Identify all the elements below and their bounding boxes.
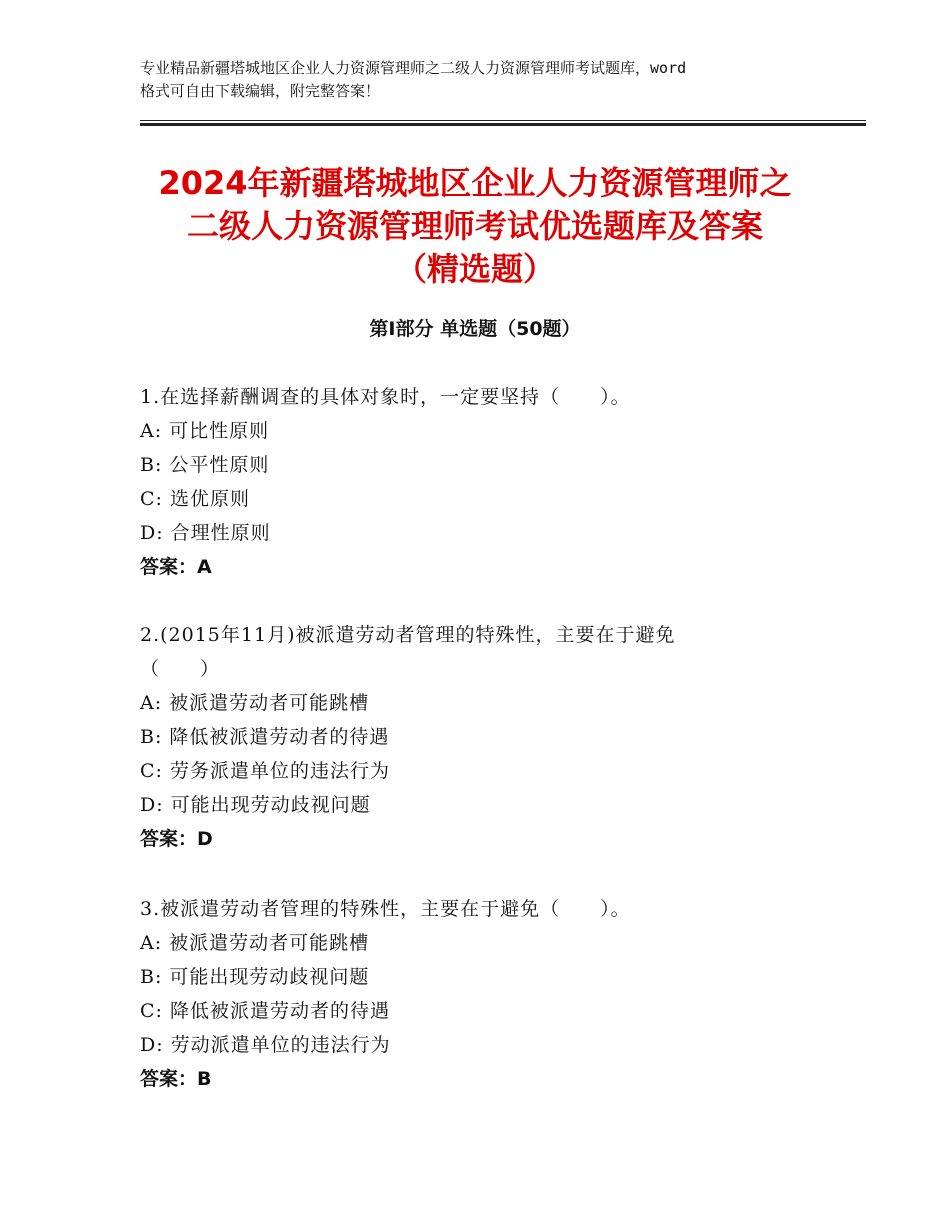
header-divider-thin xyxy=(140,120,866,121)
option-c: C: 劳务派遣单位的违法行为 xyxy=(140,760,390,782)
option-d: D: 可能出现劳动歧视问题 xyxy=(140,794,371,816)
answer-label: 答案：D xyxy=(140,828,213,850)
section-heading: 第Ⅰ部分 单选题（50题） xyxy=(369,318,581,340)
header-divider-thick xyxy=(140,123,866,126)
option-a: A: 被派遣劳动者可能跳槽 xyxy=(140,692,370,714)
option-b: B: 可能出现劳动歧视问题 xyxy=(140,966,370,988)
question-2 xyxy=(140,618,840,858)
answer-label: 答案：B xyxy=(140,1068,212,1090)
question-stem: 2.(2015年11月)被派遣劳动者管理的特殊性，主要在于避免 xyxy=(140,624,676,646)
option-a: A: 被派遣劳动者可能跳槽 xyxy=(140,932,370,954)
option-a: A: 可比性原则 xyxy=(140,420,270,442)
option-d: D: 劳动派遣单位的违法行为 xyxy=(140,1034,391,1056)
title-line-2: 二级人力资源管理师考试优选题库及答案 xyxy=(186,207,763,245)
question-stem-continued: （ ） xyxy=(140,658,221,680)
header-note xyxy=(140,57,830,103)
question-stem: 1.在选择薪酬调查的具体对象时，一定要坚持（ ）。 xyxy=(140,386,631,408)
option-c: C: 选优原则 xyxy=(140,488,250,510)
question-1 xyxy=(140,380,840,586)
option-d: D: 合理性原则 xyxy=(140,522,271,544)
title-line-3: （精选题） xyxy=(394,250,555,288)
header-note-line-2: 格式可自由下载编辑，附完整答案！ xyxy=(140,82,381,100)
option-b: B: 公平性原则 xyxy=(140,454,270,476)
option-b: B: 降低被派遣劳动者的待遇 xyxy=(140,726,390,748)
question-3 xyxy=(140,892,840,1098)
option-c: C: 降低被派遣劳动者的待遇 xyxy=(140,1000,390,1022)
header-note-line-1: 专业精品新疆塔城地区企业人力资源管理师之二级人力资源管理师考试题库，word xyxy=(140,59,687,77)
title-line-1: 2024年新疆塔城地区企业人力资源管理师之 xyxy=(158,164,792,202)
answer-label: 答案：A xyxy=(140,556,212,578)
document-title xyxy=(120,162,830,291)
question-stem: 3.被派遣劳动者管理的特殊性，主要在于避免（ ）。 xyxy=(140,898,631,920)
